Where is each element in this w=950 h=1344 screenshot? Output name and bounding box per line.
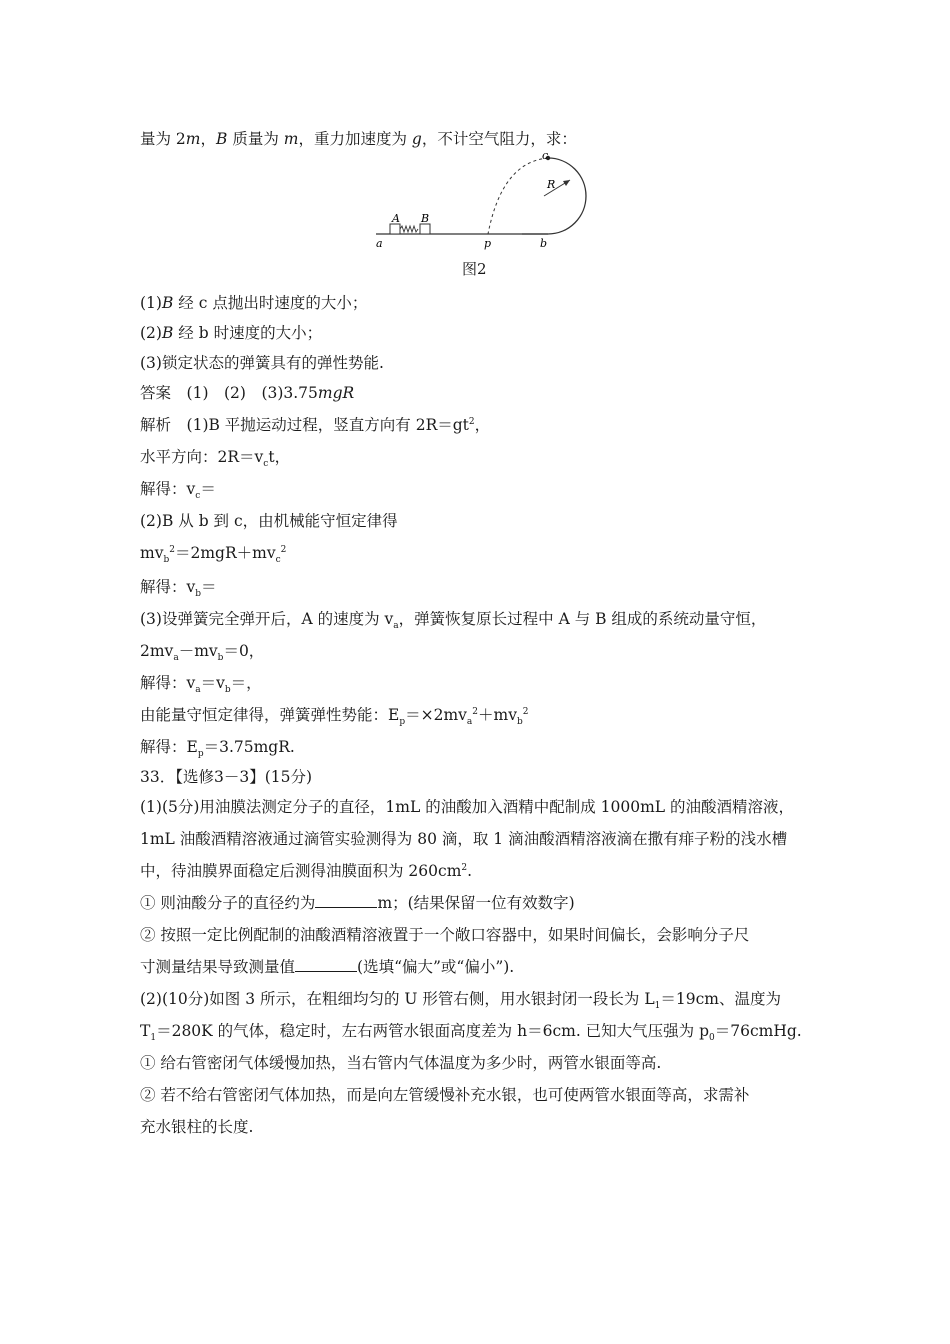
text: ① 则油酸分子的直径约为 [140,894,316,912]
analysis-line-5 [140,542,286,564]
q-num: (1) [140,294,162,312]
s33-q4-line-1: ② 若不给右管密闭气体加热，而是向左管缓慢补充水银，也可使两管水银面等高，求需补 [140,1086,750,1104]
sub: 0 [709,1033,715,1044]
label-A: A [392,212,400,225]
intro-line [140,128,577,150]
text: 解得：E [140,738,198,756]
text: 由能量守恒定律得，弹簧弹性势能：E [140,706,400,724]
intro-text-2: 质量为 [227,130,284,148]
text: (2)B 从 b 到 c，由机械能守恒定律得 [140,512,398,530]
label-R: R [547,178,556,191]
text: 水平方向：2R＝v [140,448,264,466]
sub: 1 [654,1001,661,1012]
sup: 2 [468,416,475,427]
sub: b [516,717,523,728]
end: ， [474,416,491,434]
end: ＝19cm、温度为 [660,990,781,1008]
sub: a [393,621,399,632]
s33-q1 [140,892,575,914]
text: 解得：v [140,674,196,692]
answer-blank[interactable] [295,957,357,972]
end: . [467,862,473,880]
intro-text: 量为 2 [140,130,186,148]
mid: ＋mv [478,706,517,724]
s33-p2-line-1 [140,988,781,1010]
q-num: (2) [140,324,162,342]
sub: p [399,717,406,728]
label-b: b [540,237,548,250]
answer-items: (1) (2) (3)3.75 [186,384,318,402]
analysis-line-9 [140,672,262,694]
sub: a [195,685,201,696]
text: (2)(10分)如图 3 所示，在粗细均匀的 U 形管右侧，用水银封闭一段长为 L [140,990,655,1008]
sup: 2 [522,706,529,717]
radius-arrowhead [563,180,570,186]
sup: 2 [472,706,479,717]
trajectory-dashed [488,158,548,234]
sup: 2 [280,544,287,555]
analysis-line-4 [140,510,398,532]
sub: b [217,653,224,664]
spring [400,226,418,232]
text: T [140,1022,151,1040]
sub: 1 [150,1033,157,1044]
text: (3)设弹簧完全弹开后，A 的速度为 v [140,610,394,628]
analysis-line-1 [140,414,490,436]
loop-track [522,158,586,234]
sup: 2 [169,544,175,555]
label-c: c [542,150,549,162]
analysis-line-7 [140,608,766,630]
intro-text-3: ，重力加速度为 [298,130,412,148]
analysis-line-6 [140,576,217,598]
end: ＝， [230,674,262,692]
q-num: (3) [140,354,162,372]
text: 2mv [140,642,174,660]
s33-p1-line-2: 1mL 油酸酒精溶液通过滴管实验测得为 80 滴，取 1 滴油酸酒精溶液滴在撒有痱子粉的浅水槽 [140,830,788,848]
sub: c [263,459,269,470]
q-text: 经 b 时速度的大小； [173,324,323,342]
analysis-line-2 [140,446,290,468]
label-B: B [421,212,430,225]
sub: b [224,685,231,696]
block-A [390,224,400,234]
label-p: p [484,237,492,250]
end: ＝ [200,480,216,498]
sup: 2 [461,862,468,873]
analysis-line-11 [140,736,295,758]
answer-line [140,382,354,404]
text: 寸测量结果导致测量值 [140,958,296,976]
var-m-2: m [283,130,299,148]
text: mv [140,544,164,562]
mid: ＝×2mv [405,706,467,724]
s33-q2-line-1: ② 按照一定比例配制的油酸酒精溶液置于一个敞口容器中，如果时间偏长，会影响分子尺 [140,926,750,944]
end: ＝0， [223,642,265,660]
sub: b [163,555,170,566]
block-B [420,224,430,234]
s33-p1-line-1: (1)(5分)用油膜法测定分子的直径，1mL 的油酸加入酒精中配制成 1000mL 的油酸酒精溶液， [140,798,794,816]
answer-unit: mgR [317,384,355,402]
q-var: B [161,294,174,312]
end: t， [268,448,291,466]
figure-caption: 图2 [462,260,487,278]
text: m；(结果保留一位有效数字) [377,894,575,912]
end: ＝ [201,578,217,596]
sub: c [275,555,281,566]
label-a: a [376,237,383,250]
intro-text-4: ，不计空气阻力，求： [421,130,577,148]
text: (选填“偏大”或“偏小”). [357,958,515,976]
mid: ＝v [200,674,225,692]
answer-blank[interactable] [315,893,377,908]
question-3 [140,352,384,374]
sub: b [195,589,202,600]
end: ＝3.75mgR. [203,738,295,756]
q-text: 经 c 点抛出时速度的大小； [173,294,368,312]
analysis-line-10 [140,704,528,726]
var-m: m [185,130,201,148]
analysis-line-3 [140,478,216,500]
sub: a [466,717,473,728]
figure-2-diagram [372,150,612,250]
mid: ＝280K 的气体，稳定时，左右两管水银面高度差为 h＝6cm. 已知大气压强为 p [156,1022,710,1040]
sub: c [195,491,201,502]
text: 解得：v [140,578,196,596]
q-var: B [161,324,174,342]
var-g: g [411,130,422,148]
end: ＝76cmHg. [714,1022,802,1040]
analysis-text: (1)B 平抛运动过程，竖直方向有 2R＝gt [186,416,469,434]
answer-label: 答案 [140,384,172,402]
mid: ＝2mgR＋mv [174,544,276,562]
mid: －mv [178,642,218,660]
q-text: 锁定状态的弹簧具有的弹性势能. [161,354,384,372]
analysis-label: 解析 [140,416,172,434]
question-1 [140,292,367,314]
section-33-title: 33．【选修3－3】(15分) [140,768,313,786]
analysis-line-8 [140,640,264,662]
text: 解得：v [140,480,196,498]
s33-q2-line-2 [140,956,514,978]
s33-p1-line-3 [140,860,472,882]
s33-p2-line-2 [140,1020,802,1042]
end: ，弹簧恢复原长过程中 A 与 B 组成的系统动量守恒， [398,610,767,628]
text: 中，待油膜界面稳定后测得油膜面积为 260cm [140,862,462,880]
sub: a [173,653,179,664]
question-2 [140,322,322,344]
s33-q4-line-2: 充水银柱的长度. [140,1118,254,1136]
var-B: B [216,130,228,148]
intro-comma: ， [200,130,217,148]
sub: p [197,749,204,760]
s33-q3: ① 给右管密闭气体缓慢加热，当右管内气体温度为多少时，两管水银面等高. [140,1054,662,1072]
